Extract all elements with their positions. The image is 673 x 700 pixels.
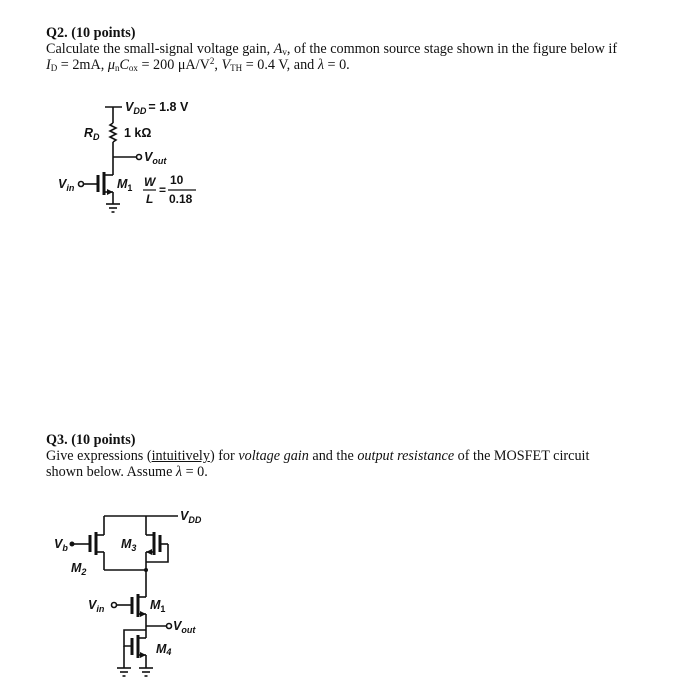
q3-title: Q3. (10 points) <box>46 432 136 448</box>
q2-l-label: L <box>146 192 154 206</box>
q2-av-sub: v <box>282 47 287 57</box>
q2-wl-equals: = <box>159 183 167 197</box>
q2-cox-exp: 2 <box>209 56 215 66</box>
q3-m3-arrow <box>146 549 152 555</box>
q2-vout-label: $V_{out}$ <box>144 150 167 166</box>
q3-lambda-symbol: λ <box>175 464 183 480</box>
q3-vout-terminal <box>167 624 172 629</box>
q3-line1-c: and the <box>308 448 358 464</box>
q3-line1-d: of the MOSFET circuit <box>454 448 590 464</box>
q3-lambda-value: = 0. <box>182 464 208 480</box>
q2-vin-label: $V_{in}$ <box>58 177 75 193</box>
q3-m1-arrow <box>140 611 146 617</box>
q3-line1-b: ) for <box>209 448 239 464</box>
q2-w-value: 10 <box>170 173 184 187</box>
q2-line1-end: , of the common source stage shown in the figure below if <box>286 41 618 57</box>
q2-cox-sep: , <box>214 57 222 73</box>
q3-output-resistance: output resistance <box>357 448 455 464</box>
q3-m2-label: $M_2$ <box>71 561 87 577</box>
q2-vth-value: = 0.4 V, and <box>242 57 318 73</box>
q2-cox-sub: ox <box>128 63 138 73</box>
q3-line1-a: Give expressions ( <box>46 448 152 464</box>
q2-m1-label: $M_1$ <box>117 177 133 193</box>
q2-lambda-value: = 0. <box>323 57 350 73</box>
q2-lambda-symbol: λ <box>317 57 324 73</box>
q2-rd-label: $R_D$ <box>84 126 100 142</box>
q2-title: Q2. (10 points) <box>46 25 136 41</box>
q2-rd-value: 1 kΩ <box>124 126 152 140</box>
q3-intuitively: intuitively <box>151 448 210 464</box>
q3-m4-arrow <box>140 652 146 658</box>
q3-vb-terminal <box>70 542 75 547</box>
q3-vout-label: $V_{out}$ <box>173 619 196 635</box>
q2-cox-value: = 200 μA/V <box>137 57 210 73</box>
q3-line2-a: shown below. Assume <box>46 464 176 480</box>
q2-vdd-label: $V_{DD} = 1.8$ V <box>125 100 189 116</box>
q2-line1-text: Calculate the small-signal voltage gain, <box>46 41 274 57</box>
q2-mu-symbol: μ <box>107 57 115 73</box>
q3-vdd-label: $V_{DD}$ <box>180 509 202 525</box>
q3-voltage-gain: voltage gain <box>238 448 309 464</box>
q3-vin-terminal <box>112 603 117 608</box>
q2-l-value: 0.18 <box>169 192 193 206</box>
q3-m3-label: $M_3$ <box>121 537 137 553</box>
q2-id-sub: D <box>50 63 58 73</box>
q2-cox-symbol: C <box>119 57 129 73</box>
q3-m4-label: M4 <box>156 642 172 657</box>
q3-m1-label: $M_1$ <box>150 598 166 614</box>
q2-id-symbol: I <box>46 57 51 73</box>
q2-vth-symbol: V <box>221 57 231 73</box>
q3-vin-label: $V_{in}$ <box>88 598 105 614</box>
q2-mu-sub: n <box>114 63 120 73</box>
q2-av-symbol: A <box>273 41 283 57</box>
q2-w-label: W <box>144 175 156 189</box>
q2-id-value: = 2mA, <box>57 57 108 73</box>
q2-vth-sub: TH <box>230 63 243 73</box>
q3-vb-label: $V_b$ <box>54 537 68 553</box>
